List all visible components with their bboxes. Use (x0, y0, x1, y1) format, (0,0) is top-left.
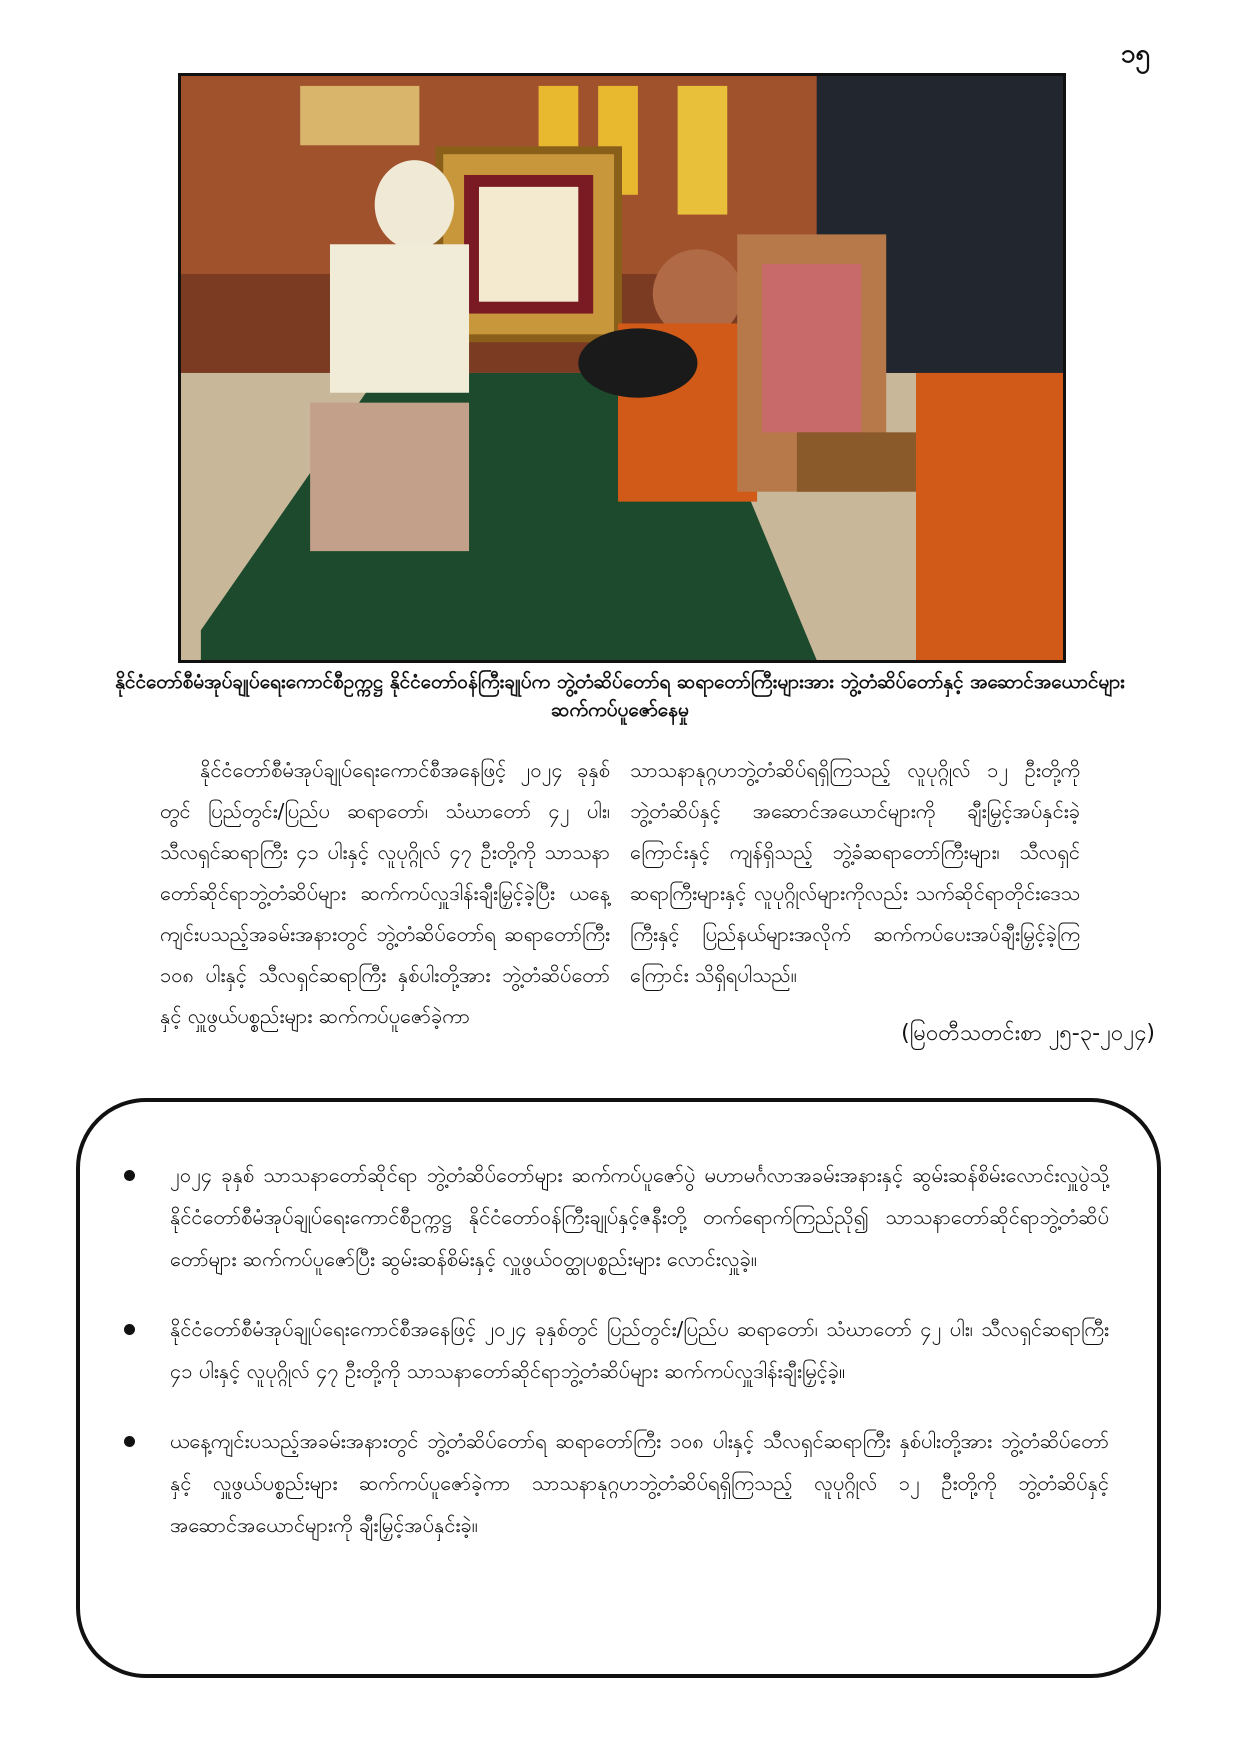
summary-item (170, 1420, 1109, 1546)
summary-item-text: ယနေ့ကျင်းပသည့်အခမ်းအနားတွင် ဘွဲ့တံဆိပ်တော်ရ ဆရာတော်ကြီး ၁၀၈ ပါးနှင့် သီလရှင်ဆရာကြီး နှစ်ပါးတို့အား ဘွဲ့တံဆိပ်တော်နှင့် လှူဖွယ်ပစ္စည်းများ ဆက်ကပ်ပူဇော်ခဲ့ကာ သာသနာနုဂ္ဂဟဘွဲ့တံဆိပ်ရရှိကြသည့် လူပုဂ္ဂိုလ် ၁၂ ဦးတို့ကို ဘွဲ့တံဆိပ်နှင့် အဆောင်အယောင်များကို ချီးမြှင့်အပ်နှင်းခဲ့။ (170, 1429, 1109, 1537)
summary-box (76, 1098, 1161, 1678)
summary-item-text: ၂၀၂၄ ခုနှစ် သာသနာတော်ဆိုင်ရာ ဘွဲ့တံဆိပ်တော်များ ဆက်ကပ်ပူဇော်ပွဲ မဟာမင်္ဂလာအခမ်းအနားနှင့် ဆွမ်းဆန်စိမ်းလောင်းလှူပွဲသို့ နိုင်ငံတော်စီမံအုပ်ချုပ်ရေးကောင်စီဥက္ကဋ္ဌ နိုင်ငံတော်ဝန်ကြီးချုပ်နှင့်ဇနီးတို့ တက်ရောက်ကြည်ညို၍ သာသနာတော်ဆိုင်ရာဘွဲ့တံဆိပ်တော်များ ဆက်ကပ်ပူဇော်ပြီး ဆွမ်းဆန်စိမ်းနှင့် လှူဖွယ်ဝတ္ထုပစ္စည်းများ လောင်းလှူခဲ့။ (170, 1163, 1109, 1271)
article-source: (မြဝတီသတင်းစာ ၂၅-၃-၂၀၂၄) (901, 1021, 1155, 1046)
summary-item-text: နိုင်ငံတော်စီမံအုပ်ချုပ်ရေးကောင်စီအနေဖြင့် ၂၀၂၄ ခုနှစ်တွင် ပြည်တွင်း/ပြည်ပ ဆရာတော်၊ သံဃာတော် ၄၂ ပါး၊ သီလရှင်ဆရာကြီး ၄၁ ပါးနှင့် လူပုဂ္ဂိုလ် ၄၇ ဦးတို့ကို သာသနာတော်ဆိုင်ရာဘွဲ့တံဆိပ်များ ဆက်ကပ်လှူဒါန်းချီးမြှင့်ခဲ့။ (170, 1317, 1109, 1383)
summary-item (170, 1308, 1109, 1392)
ceremony-photo (178, 73, 1066, 663)
bullet-icon (124, 1170, 135, 1181)
bullet-icon (124, 1324, 135, 1335)
page-number: ၁၅ (1120, 39, 1150, 69)
ceremony-photo-illustration (181, 76, 1063, 660)
photo-caption: နိုင်ငံတော်စီမံအုပ်ချုပ်ရေးကောင်စီဥက္ကဋ္ဌ နိုင်ငံတော်ဝန်ကြီးချုပ်က ဘွဲ့တံဆိပ်တော်ရ ဆရာတော်ကြီးများအား ဘွဲ့တံဆိပ်တော်နှင့် အဆောင်အယောင်များ ဆက်ကပ်ပူဇော်နေမှု (115, 671, 1125, 721)
article-left-column: နိုင်ငံတော်စီမံအုပ်ချုပ်ရေးကောင်စီအနေဖြင့် ၂၀၂၄ ခုနှစ်တွင် ပြည်တွင်း/ပြည်ပ ဆရာတော်၊ သံဃာတော် ၄၂ ပါး၊ သီလရှင်ဆရာကြီး ၄၁ ပါးနှင့် လူပုဂ္ဂိုလ် ၄၇ ဦးတို့ကို သာသနာတော်ဆိုင်ရာဘွဲ့တံဆိပ်များ ဆက်ကပ်လှူဒါန်းချီးမြှင့်ခဲ့ပြီး ယနေ့ကျင်းပသည့်အခမ်းအနားတွင် ဘွဲ့တံဆိပ်တော်ရ ဆရာတော်ကြီး ၁၀၈ ပါးနှင့် သီလရှင်ဆရာကြီး နှစ်ပါးတို့အား ဘွဲ့တံဆိပ်တော်နှင့် လှူဖွယ်ပစ္စည်းများ ဆက်ကပ်ပူဇော်ခဲ့ကာ (160, 758, 610, 1028)
summary-item (170, 1154, 1109, 1280)
article-right-column: သာသနာနုဂ္ဂဟဘွဲ့တံဆိပ်ရရှိကြသည့် လူပုဂ္ဂိုလ် ၁၂ ဦးတို့ကို ဘွဲ့တံဆိပ်နှင့် အဆောင်အယောင်များကို ချီးမြှင့်အပ်နှင်းခဲ့ကြောင်းနှင့် ကျန်ရှိသည့် ဘွဲ့ခံဆရာတော်ကြီးများ၊ သီလရှင်ဆရာကြီးများနှင့် လူပုဂ္ဂိုလ်များကိုလည်း သက်ဆိုင်ရာတိုင်းဒေသကြီးနှင့် ပြည်နယ်များအလိုက် ဆက်ကပ်ပေးအပ်ချီးမြှင့်ခဲ့ကြကြောင်း သိရှိရပါသည်။ (630, 758, 1080, 987)
bullet-icon (124, 1436, 135, 1447)
summary-list (80, 1102, 1157, 1546)
